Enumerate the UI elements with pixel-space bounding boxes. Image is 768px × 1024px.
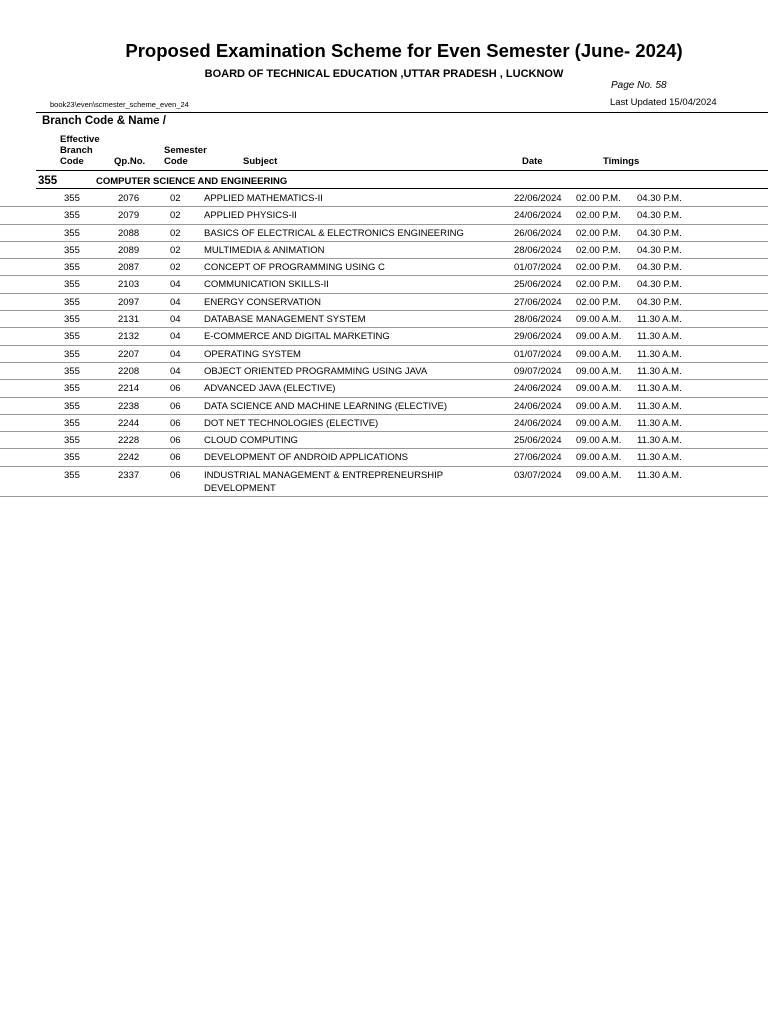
semester-code-cell: 02: [170, 262, 181, 274]
table-row: [0, 467, 768, 497]
board-name: BOARD OF TECHNICAL EDUCATION ,UTTAR PRADESH , LUCKNOW: [204, 68, 564, 80]
table-row: [0, 190, 768, 207]
subject-cell: INDUSTRIAL MANAGEMENT & ENTREPRENEURSHIP DEVELOPMENT: [204, 469, 443, 494]
qp-no-cell: 2208: [118, 365, 140, 377]
branch-code-cell: 355: [64, 383, 80, 395]
semester-code-cell: 06: [170, 435, 181, 447]
subject-cell: DATA SCIENCE AND MACHINE LEARNING (ELECTIVE): [204, 400, 447, 412]
end-time-cell: 11.30 A.M.: [637, 435, 682, 447]
date-cell: 27/06/2024: [514, 296, 562, 308]
semester-code-cell: 02: [170, 227, 181, 239]
branch-code-cell: 355: [64, 400, 80, 412]
end-time-cell: 11.30 A.M.: [637, 331, 682, 343]
date-cell: 01/07/2024: [514, 348, 562, 360]
semester-code-cell: 02: [170, 210, 181, 222]
header-rule: [36, 112, 768, 113]
qp-no-cell: 2337: [118, 469, 140, 481]
qp-no-cell: 2207: [118, 348, 140, 360]
qp-no-cell: 2079: [118, 210, 140, 222]
section-rule: [36, 188, 768, 189]
section-name: COMPUTER SCIENCE AND ENGINEERING: [96, 176, 288, 187]
date-cell: 25/06/2024: [514, 435, 562, 447]
end-time-cell: 04.30 P.M.: [637, 296, 682, 308]
semester-code-cell: 06: [170, 400, 181, 412]
date-cell: 27/06/2024: [514, 452, 562, 464]
page-number: Page No. 58: [611, 80, 667, 91]
branch-code-cell: 355: [64, 210, 80, 222]
qp-no-cell: 2089: [118, 244, 140, 256]
date-cell: 24/06/2024: [514, 400, 562, 412]
start-time-cell: 09.00 A.M.: [576, 452, 622, 464]
qp-no-cell: 2088: [118, 227, 140, 239]
branch-code-cell: 355: [64, 417, 80, 429]
qp-no-cell: 2242: [118, 452, 140, 464]
qp-no-cell: 2087: [118, 262, 140, 274]
start-time-cell: 09.00 A.M.: [576, 331, 622, 343]
qp-no-cell: 2244: [118, 417, 140, 429]
column-header-rule: [36, 170, 768, 171]
table-row: [0, 380, 768, 397]
file-path: book23\even\scmester_scheme_even_24: [50, 100, 189, 109]
subject-cell: MULTIMEDIA & ANIMATION: [204, 244, 325, 256]
branch-code-cell: 355: [64, 348, 80, 360]
end-time-cell: 11.30 A.M.: [637, 314, 682, 326]
start-time-cell: 09.00 A.M.: [576, 435, 622, 447]
end-time-cell: 11.30 A.M.: [637, 452, 682, 464]
col-header-timings: Timings: [603, 156, 640, 167]
semester-code-cell: 04: [170, 365, 181, 377]
branch-code-cell: 355: [64, 279, 80, 291]
qp-no-cell: 2238: [118, 400, 140, 412]
subject-cell: APPLIED PHYSICS-II: [204, 210, 297, 222]
col-header-sem-code: Code: [164, 156, 188, 167]
start-time-cell: 09.00 A.M.: [576, 348, 622, 360]
subject-cell: CLOUD COMPUTING: [204, 435, 298, 447]
branch-code-cell: 355: [64, 193, 80, 204]
section-code: 355: [38, 175, 58, 187]
subject-cell: E-COMMERCE AND DIGITAL MARKETING: [204, 331, 390, 343]
end-time-cell: 04.30 P.M.: [637, 279, 682, 291]
subject-cell: DOT NET TECHNOLOGIES (ELECTIVE): [204, 417, 379, 429]
start-time-cell: 02.00 P.M.: [576, 210, 621, 222]
last-updated: Last Updated 15/04/2024: [610, 97, 717, 108]
end-time-cell: 11.30 A.M.: [637, 400, 682, 412]
end-time-cell: 11.30 A.M.: [637, 348, 682, 360]
branch-code-cell: 355: [64, 331, 80, 343]
start-time-cell: 02.00 P.M.: [576, 296, 621, 308]
date-cell: 09/07/2024: [514, 365, 562, 377]
branch-code-cell: 355: [64, 365, 80, 377]
table-row: [0, 207, 768, 224]
start-time-cell: 09.00 A.M.: [576, 400, 622, 412]
end-time-cell: 04.30 P.M.: [637, 227, 682, 239]
table-row: [0, 259, 768, 276]
subject-cell: APPLIED MATHEMATICS-II: [204, 193, 323, 204]
end-time-cell: 04.30 P.M.: [637, 210, 682, 222]
date-cell: 25/06/2024: [514, 279, 562, 291]
col-header-semester: Semester: [164, 145, 207, 156]
exam-table-body: [0, 190, 768, 497]
end-time-cell: 11.30 A.M.: [637, 417, 682, 429]
branch-code-cell: 355: [64, 314, 80, 326]
branch-code-cell: 355: [64, 244, 80, 256]
qp-no-cell: 2076: [118, 193, 140, 204]
col-header-effective: Effective: [60, 134, 100, 145]
start-time-cell: 02.00 P.M.: [576, 262, 621, 274]
end-time-cell: 04.30 P.M.: [637, 262, 682, 274]
table-row: [0, 328, 768, 345]
start-time-cell: 02.00 P.M.: [576, 244, 621, 256]
start-time-cell: 02.00 P.M.: [576, 279, 621, 291]
table-row: [0, 432, 768, 449]
table-row: [0, 242, 768, 259]
date-cell: 24/06/2024: [514, 417, 562, 429]
qp-no-cell: 2228: [118, 435, 140, 447]
semester-code-cell: 04: [170, 348, 181, 360]
start-time-cell: 09.00 A.M.: [576, 383, 622, 395]
subject-cell: OBJECT ORIENTED PROGRAMMING USING JAVA: [204, 365, 428, 377]
date-cell: 29/06/2024: [514, 331, 562, 343]
start-time-cell: 02.00 P.M.: [576, 227, 621, 239]
subject-cell: DEVELOPMENT OF ANDROID APPLICATIONS: [204, 452, 408, 464]
table-row: [0, 225, 768, 242]
subject-cell: ENERGY CONSERVATION: [204, 296, 322, 308]
date-cell: 03/07/2024: [514, 469, 562, 481]
date-cell: 28/06/2024: [514, 314, 562, 326]
subject-cell: DATABASE MANAGEMENT SYSTEM: [204, 314, 366, 326]
end-time-cell: 04.30 P.M.: [637, 193, 682, 204]
branch-code-cell: 355: [64, 262, 80, 274]
qp-no-cell: 2097: [118, 296, 140, 308]
date-cell: 22/06/2024: [514, 193, 562, 204]
branch-code-cell: 355: [64, 452, 80, 464]
semester-code-cell: 04: [170, 331, 181, 343]
branch-heading: Branch Code & Name /: [42, 115, 166, 127]
branch-code-cell: 355: [64, 469, 80, 481]
date-cell: 24/06/2024: [514, 383, 562, 395]
semester-code-cell: 06: [170, 469, 181, 481]
subject-cell: CONCEPT OF PROGRAMMING USING C: [204, 262, 385, 274]
start-time-cell: 09.00 A.M.: [576, 417, 622, 429]
start-time-cell: 09.00 A.M.: [576, 469, 622, 481]
subject-cell: OPERATING SYSTEM: [204, 348, 301, 360]
semester-code-cell: 02: [170, 193, 181, 204]
start-time-cell: 09.00 A.M.: [576, 314, 622, 326]
end-time-cell: 11.30 A.M.: [637, 469, 682, 481]
start-time-cell: 02.00 P.M.: [576, 193, 621, 204]
date-cell: 28/06/2024: [514, 244, 562, 256]
semester-code-cell: 04: [170, 314, 181, 326]
table-row: [0, 398, 768, 415]
document-title: Proposed Examination Scheme for Even Semester (June- 2024): [125, 40, 683, 61]
semester-code-cell: 06: [170, 383, 181, 395]
end-time-cell: 11.30 A.M.: [637, 383, 682, 395]
col-header-qpno: Qp.No.: [114, 156, 146, 167]
table-row: [0, 363, 768, 380]
end-time-cell: 04.30 P.M.: [637, 244, 682, 256]
col-header-subject: Subject: [243, 156, 278, 167]
table-row: [0, 449, 768, 466]
qp-no-cell: 2103: [118, 279, 140, 291]
col-header-date: Date: [522, 156, 543, 167]
subject-cell: BASICS OF ELECTRICAL & ELECTRONICS ENGINEERING: [204, 227, 464, 239]
subject-cell: ADVANCED JAVA (ELECTIVE): [204, 383, 336, 395]
table-row: [0, 276, 768, 293]
subject-cell: COMMUNICATION SKILLS-II: [204, 279, 329, 291]
end-time-cell: 11.30 A.M.: [637, 365, 682, 377]
semester-code-cell: 06: [170, 417, 181, 429]
date-cell: 26/06/2024: [514, 227, 562, 239]
table-row: [0, 415, 768, 432]
col-header-branch: Branch: [60, 145, 93, 156]
table-row: [0, 346, 768, 363]
date-cell: 24/06/2024: [514, 210, 562, 222]
start-time-cell: 09.00 A.M.: [576, 365, 622, 377]
table-row: [0, 311, 768, 328]
branch-code-cell: 355: [64, 435, 80, 447]
qp-no-cell: 2131: [118, 314, 140, 326]
table-row: [0, 294, 768, 311]
branch-code-cell: 355: [64, 227, 80, 239]
col-header-code: Code: [60, 156, 84, 167]
qp-no-cell: 2214: [118, 383, 140, 395]
semester-code-cell: 02: [170, 244, 181, 256]
qp-no-cell: 2132: [118, 331, 140, 343]
date-cell: 01/07/2024: [514, 262, 562, 274]
semester-code-cell: 04: [170, 279, 181, 291]
semester-code-cell: 06: [170, 452, 181, 464]
branch-code-cell: 355: [64, 296, 80, 308]
semester-code-cell: 04: [170, 296, 181, 308]
